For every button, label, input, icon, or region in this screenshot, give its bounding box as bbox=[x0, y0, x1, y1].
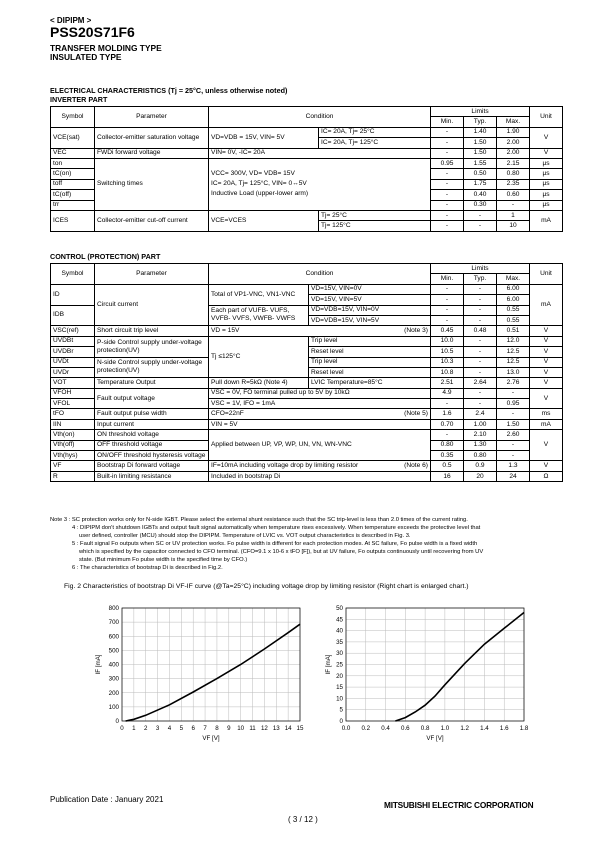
max-cell: 12.5 bbox=[497, 347, 530, 357]
vf-if-chart bbox=[80, 600, 320, 750]
condition-cell: VIN= 0V, -IC= 20A bbox=[209, 148, 431, 158]
min-cell: - bbox=[431, 430, 464, 440]
note-line: 6 : The characteristics of bootstrap Di is described in Fig.2. bbox=[72, 565, 223, 571]
min-cell: - bbox=[431, 295, 464, 305]
table-row bbox=[51, 378, 563, 388]
inverter-part-title: INVERTER PART bbox=[50, 95, 108, 104]
unit-cell: V bbox=[530, 326, 563, 336]
max-cell: 2.35 bbox=[497, 179, 530, 189]
x-tick-label: 10 bbox=[237, 725, 245, 732]
typ-cell: 2.64 bbox=[464, 378, 497, 388]
x-tick-label: 15 bbox=[296, 725, 304, 732]
condition-cell bbox=[209, 326, 431, 336]
typ-cell: 1.55 bbox=[464, 158, 497, 168]
package-type: TRANSFER MOLDING TYPE bbox=[50, 43, 162, 53]
inverter-spec-table bbox=[50, 106, 563, 232]
table-row bbox=[51, 388, 563, 398]
symbol-cell: tFO bbox=[51, 409, 95, 419]
symbol-cell: UVDBt bbox=[51, 336, 95, 346]
max-cell: 1.90 bbox=[497, 127, 530, 137]
min-cell: 16 bbox=[431, 471, 464, 481]
col-symbol: Symbol bbox=[51, 264, 95, 285]
symbol-cell: Vth(on) bbox=[51, 430, 95, 440]
symbol-cell: toff bbox=[51, 179, 95, 189]
parameter-cell: Built-in limiting resistance bbox=[95, 471, 209, 481]
unit-cell: mA bbox=[530, 284, 563, 326]
table-row bbox=[51, 210, 563, 220]
parameter-cell: OFF threshold voltage bbox=[95, 440, 209, 450]
x-tick-label: 1.0 bbox=[440, 725, 450, 732]
typ-cell: 2.4 bbox=[464, 409, 497, 419]
table-row bbox=[51, 471, 563, 481]
parameter-cell: Fault output pulse width bbox=[95, 409, 209, 419]
typ-cell: 1.75 bbox=[464, 179, 497, 189]
condition-cell: Reset level bbox=[309, 367, 431, 377]
condition-cell: IC= 20A, Tj= 25°C bbox=[319, 127, 431, 137]
min-cell: - bbox=[431, 179, 464, 189]
y-tick-label: 0 bbox=[115, 718, 119, 725]
unit-cell: μs bbox=[530, 169, 563, 179]
max-cell: 2.00 bbox=[497, 138, 530, 148]
table-row bbox=[51, 326, 563, 336]
col-typ: Typ. bbox=[464, 117, 497, 127]
symbol-cell: VCE(sat) bbox=[51, 127, 95, 148]
parameter-cell: Bootstrap Di forward voltage bbox=[95, 461, 209, 471]
symbol-cell: VSC(ref) bbox=[51, 326, 95, 336]
min-cell: 0.5 bbox=[431, 461, 464, 471]
min-cell: - bbox=[431, 200, 464, 210]
unit-cell: V bbox=[530, 336, 563, 346]
parameter-cell: Temperature Output bbox=[95, 378, 209, 388]
condition-cell: Applied between UP, VP, WP, UN, VN, WN-VNC bbox=[209, 430, 431, 461]
min-cell: 10.3 bbox=[431, 357, 464, 367]
typ-cell: 1.00 bbox=[464, 419, 497, 429]
parameter-cell: Fault output voltage bbox=[95, 388, 209, 409]
symbol-cell: IDB bbox=[51, 305, 95, 326]
max-cell: 10 bbox=[497, 221, 530, 231]
condition-line: VVFB- VVFS, VWFB- VWFS bbox=[211, 315, 296, 323]
table-row bbox=[51, 419, 563, 429]
y-tick-label: 100 bbox=[108, 703, 119, 711]
notes-block bbox=[50, 516, 562, 572]
max-cell: 1 bbox=[497, 210, 530, 220]
table-row bbox=[51, 148, 563, 158]
parameter-cell: ON threshold voltage bbox=[95, 430, 209, 440]
min-cell: - bbox=[431, 127, 464, 137]
note-line: Note 3 : SC protection works only for N-side IGBT. Please select the external shunt resistance such that the SC trip-level is less than 2.0 times of the current rating. bbox=[50, 517, 468, 523]
table-row bbox=[51, 336, 563, 346]
publication-date: Publication Date : January 2021 bbox=[50, 795, 164, 804]
condition-cell: Tj ≤125°C bbox=[209, 336, 309, 378]
x-tick-label: 1.4 bbox=[480, 725, 489, 732]
typ-cell: - bbox=[464, 399, 497, 409]
x-tick-label: 1.2 bbox=[460, 725, 469, 732]
max-cell: - bbox=[497, 388, 530, 398]
unit-cell: V bbox=[530, 148, 563, 158]
symbol-cell: VOT bbox=[51, 378, 95, 388]
condition-cell: Tj= 25°C bbox=[319, 210, 431, 220]
unit-cell: ms bbox=[530, 409, 563, 419]
condition-cell: VIN = 5V bbox=[209, 419, 431, 429]
control-spec-table bbox=[50, 263, 563, 482]
condition-cell: VSC = 0V, FO terminal pulled up to 5V by 10kΩ bbox=[209, 388, 431, 398]
unit-cell: V bbox=[530, 347, 563, 357]
max-cell: - bbox=[497, 440, 530, 450]
col-unit: Unit bbox=[530, 264, 563, 285]
unit-cell: V bbox=[530, 378, 563, 388]
condition-cell: VD=15V, VIN=0V bbox=[309, 284, 431, 294]
unit-cell: V bbox=[530, 461, 563, 471]
typ-cell: - bbox=[464, 221, 497, 231]
typ-cell: 0.40 bbox=[464, 190, 497, 200]
switching-condition-line: Inductive Load (upper-lower arm) bbox=[211, 190, 309, 198]
y-tick-label: 50 bbox=[336, 605, 343, 612]
min-cell: - bbox=[431, 148, 464, 158]
switching-condition-line: VCC= 300V, VD= VDB= 15V bbox=[211, 170, 295, 178]
min-cell: - bbox=[431, 210, 464, 220]
max-cell: 1.50 bbox=[497, 419, 530, 429]
y-tick-label: 10 bbox=[336, 695, 343, 703]
min-cell: 0.80 bbox=[431, 440, 464, 450]
min-cell: - bbox=[431, 305, 464, 315]
note-line: state. (But minimum Fo pulse width is the specified time by CFO.) bbox=[79, 557, 248, 563]
max-cell: - bbox=[497, 200, 530, 210]
condition-cell bbox=[209, 158, 431, 210]
col-limits: Limits bbox=[431, 107, 530, 117]
y-tick-label: 30 bbox=[336, 650, 343, 658]
condition-text: IF=10mA including voltage drop by limiting resistor bbox=[211, 462, 359, 470]
series-label: < DIPIPM > bbox=[50, 16, 92, 25]
x-tick-label: 5 bbox=[179, 725, 184, 732]
col-condition: Condition bbox=[209, 107, 431, 128]
parameter-cell: P-side Control supply under-voltage protection(UV) bbox=[95, 336, 209, 357]
typ-cell: - bbox=[464, 210, 497, 220]
condition-cell: VSC = 1V, IFO = 1mA bbox=[209, 399, 431, 409]
condition-cell bbox=[209, 409, 431, 419]
unit-cell: V bbox=[530, 388, 563, 409]
note-ref: (Note 4) bbox=[263, 378, 288, 386]
min-cell: 1.6 bbox=[431, 409, 464, 419]
col-symbol: Symbol bbox=[51, 107, 95, 128]
parameter-cell: Switching times bbox=[95, 158, 209, 210]
symbol-cell: VFOL bbox=[51, 399, 95, 409]
col-min: Min. bbox=[431, 117, 464, 127]
typ-cell: 0.9 bbox=[464, 461, 497, 471]
max-cell: 0.55 bbox=[497, 305, 530, 315]
max-cell: 12.0 bbox=[497, 336, 530, 346]
y-tick-label: 25 bbox=[336, 661, 343, 669]
typ-cell: - bbox=[464, 388, 497, 398]
table-row bbox=[51, 284, 563, 294]
max-cell: 12.5 bbox=[497, 357, 530, 367]
condition-line: Each part of VUFB- VUFS, bbox=[211, 307, 290, 315]
symbol-cell: trr bbox=[51, 200, 95, 210]
x-tick-label: 0.2 bbox=[361, 725, 371, 732]
parameter-cell: FWDi forward voltage bbox=[95, 148, 209, 158]
y-tick-label: 300 bbox=[108, 675, 119, 683]
parameter-cell: Collector-emitter cut-off current bbox=[95, 210, 209, 231]
x-tick-label: 13 bbox=[272, 725, 280, 732]
col-condition: Condition bbox=[209, 264, 431, 285]
typ-cell: 0.80 bbox=[464, 451, 497, 461]
x-tick-label: 0 bbox=[120, 725, 124, 732]
page-number: ( 3 / 12 ) bbox=[288, 815, 318, 824]
typ-cell: 0.30 bbox=[464, 200, 497, 210]
note-ref: (Note 3) bbox=[404, 327, 428, 335]
x-tick-label: 3 bbox=[155, 725, 160, 732]
min-cell: - bbox=[431, 315, 464, 325]
min-cell: 10.8 bbox=[431, 367, 464, 377]
condition-cell: VD=15V, VIN=5V bbox=[309, 295, 431, 305]
max-cell: 2.15 bbox=[497, 158, 530, 168]
table-row bbox=[51, 430, 563, 440]
typ-cell: 2.10 bbox=[464, 430, 497, 440]
condition-cell: VD=VDB=15V, VIN=5V bbox=[309, 315, 431, 325]
typ-cell: - bbox=[464, 367, 497, 377]
x-tick-label: 1.6 bbox=[499, 725, 509, 732]
condition-cell: Trip level bbox=[309, 357, 431, 367]
x-tick-label: 14 bbox=[284, 725, 292, 732]
condition-cell bbox=[209, 305, 309, 326]
parameter-cell: Collector-emitter saturation voltage bbox=[95, 127, 209, 148]
x-axis-label: VF [V] bbox=[426, 735, 444, 742]
table-row bbox=[51, 409, 563, 419]
typ-cell: - bbox=[464, 315, 497, 325]
col-limits: Limits bbox=[431, 264, 530, 274]
elec-char-title: ELECTRICAL CHARACTERISTICS (Tj = 25°C, unless otherwise noted) bbox=[50, 86, 288, 95]
y-axis-label: IF [mA] bbox=[95, 654, 102, 675]
y-tick-label: 15 bbox=[336, 684, 343, 692]
brand-name: MITSUBISHI ELECTRIC CORPORATION bbox=[384, 800, 534, 810]
note-line: 5 : Fault signal Fo outputs when SC or UV protection works. Fo pulse width is different for each protection modes. At SC failure, Fo pulse width is a fixed width bbox=[72, 541, 478, 547]
condition-cell: VD=VDB = 15V, VIN= 5V bbox=[209, 127, 319, 148]
max-cell: 0.80 bbox=[497, 169, 530, 179]
x-axis-label: VF [V] bbox=[202, 735, 220, 742]
x-tick-label: 6 bbox=[191, 725, 195, 732]
min-cell: 2.51 bbox=[431, 378, 464, 388]
unit-cell: V bbox=[530, 367, 563, 377]
note-ref: (Note 6) bbox=[404, 462, 428, 470]
min-cell: 10.5 bbox=[431, 347, 464, 357]
table-row bbox=[51, 127, 563, 137]
min-cell: - bbox=[431, 190, 464, 200]
typ-cell: 20 bbox=[464, 471, 497, 481]
col-max: Max. bbox=[497, 117, 530, 127]
max-cell: 2.60 bbox=[497, 430, 530, 440]
insulation-type: INSULATED TYPE bbox=[50, 52, 122, 62]
typ-cell: - bbox=[464, 347, 497, 357]
col-typ: Typ. bbox=[464, 274, 497, 284]
condition-cell: Total of VP1-VNC, VN1-VNC bbox=[209, 284, 309, 305]
condition-cell: Reset level bbox=[309, 347, 431, 357]
col-max: Max. bbox=[497, 274, 530, 284]
col-unit: Unit bbox=[530, 107, 563, 128]
parameter-cell: N-side Control supply under-voltage protection(UV) bbox=[95, 357, 209, 378]
symbol-cell: VF bbox=[51, 461, 95, 471]
x-tick-label: 7 bbox=[203, 725, 207, 732]
condition-text: CFO=22nF bbox=[211, 410, 244, 418]
x-tick-label: 9 bbox=[227, 725, 231, 732]
condition-cell: VD=VDB=15V, VIN=0V bbox=[309, 305, 431, 315]
table-row bbox=[51, 461, 563, 471]
max-cell: 13.0 bbox=[497, 367, 530, 377]
unit-cell: V bbox=[530, 127, 563, 148]
unit-cell: mA bbox=[530, 419, 563, 429]
y-tick-label: 200 bbox=[108, 689, 119, 697]
y-tick-label: 800 bbox=[108, 605, 119, 612]
note-line: which is specified by the capacitor connected to CFO terminal. (CFO=9.1 x 10-6 x tFO [F]), but at UV failure, Fo outputs continuously until recovering from UV bbox=[79, 549, 484, 555]
typ-cell: 0.50 bbox=[464, 169, 497, 179]
symbol-cell: Vth(hys) bbox=[51, 451, 95, 461]
x-tick-label: 8 bbox=[215, 725, 219, 732]
figure-caption: Fig. 2 Characteristics of bootstrap Di VF-IF curve (@Ta=25°C) including voltage drop by limiting resistor (Right chart is enlarged chart.) bbox=[64, 583, 469, 590]
parameter-cell: Input current bbox=[95, 419, 209, 429]
parameter-cell: Circuit current bbox=[95, 284, 209, 326]
condition-cell bbox=[209, 461, 431, 471]
typ-cell: - bbox=[464, 336, 497, 346]
condition-cell bbox=[209, 378, 309, 388]
min-cell: - bbox=[431, 221, 464, 231]
table-row bbox=[51, 158, 563, 168]
note-line: user defined, controller (MCU) should stop the DIPIPM. Temperature of LVIC vs. VOT output characteristics is described in Fig. 3. bbox=[79, 533, 411, 539]
vf-if-chart-enlarged bbox=[320, 600, 540, 750]
condition-cell: IC= 20A, Tj= 125°C bbox=[319, 138, 431, 148]
unit-cell: μs bbox=[530, 190, 563, 200]
min-cell: 0.45 bbox=[431, 326, 464, 336]
symbol-cell: UVDBr bbox=[51, 347, 95, 357]
max-cell: 6.00 bbox=[497, 284, 530, 294]
col-parameter: Parameter bbox=[95, 264, 209, 285]
symbol-cell: VEC bbox=[51, 148, 95, 158]
unit-cell: μs bbox=[530, 158, 563, 168]
min-cell: 0.70 bbox=[431, 419, 464, 429]
y-tick-label: 5 bbox=[339, 706, 343, 714]
typ-cell: - bbox=[464, 357, 497, 367]
unit-cell: Ω bbox=[530, 471, 563, 481]
symbol-cell: tC(on) bbox=[51, 169, 95, 179]
min-cell: - bbox=[431, 284, 464, 294]
y-tick-label: 40 bbox=[336, 627, 343, 635]
unit-cell: V bbox=[530, 430, 563, 461]
max-cell: - bbox=[497, 409, 530, 419]
col-min: Min. bbox=[431, 274, 464, 284]
note-line: 4 : DIPIPM don't shutdown IGBTs and output fault signal automatically when temperature rises excessively. When temperature exceeds the protective level that bbox=[72, 525, 481, 531]
parameter-cell: ON/OFF threshold hysteresis voltage bbox=[95, 451, 209, 461]
x-tick-label: 1 bbox=[132, 725, 136, 732]
max-cell: 0.60 bbox=[497, 190, 530, 200]
typ-cell: 1.40 bbox=[464, 127, 497, 137]
condition-cell: Included in bootstrap Di bbox=[209, 471, 431, 481]
y-axis-label: IF [mA] bbox=[325, 654, 332, 675]
min-cell: - bbox=[431, 138, 464, 148]
note-ref: (Note 5) bbox=[404, 410, 428, 418]
condition-cell: Tj= 125°C bbox=[319, 221, 431, 231]
symbol-cell: IIN bbox=[51, 419, 95, 429]
typ-cell: - bbox=[464, 295, 497, 305]
y-tick-label: 0 bbox=[339, 718, 343, 725]
max-cell: 2.76 bbox=[497, 378, 530, 388]
y-tick-label: 600 bbox=[108, 633, 119, 641]
y-tick-label: 20 bbox=[336, 672, 343, 680]
x-tick-label: 2 bbox=[144, 725, 148, 732]
typ-cell: 0.48 bbox=[464, 326, 497, 336]
x-tick-label: 0.4 bbox=[381, 725, 390, 732]
symbol-cell: R bbox=[51, 471, 95, 481]
min-cell: 0.95 bbox=[431, 158, 464, 168]
min-cell: 10.0 bbox=[431, 336, 464, 346]
typ-cell: 1.50 bbox=[464, 148, 497, 158]
model-number: PSS20S71F6 bbox=[50, 24, 135, 40]
control-part-title: CONTROL (PROTECTION) PART bbox=[50, 252, 161, 261]
max-cell: 2.00 bbox=[497, 148, 530, 158]
switching-condition-line: IC= 20A, Tj= 125°C, VIN= 0↔5V bbox=[211, 180, 307, 188]
unit-cell: mA bbox=[530, 210, 563, 231]
x-tick-label: 4 bbox=[167, 725, 172, 732]
parameter-cell: Short circuit trip level bbox=[95, 326, 209, 336]
x-tick-label: 12 bbox=[260, 725, 268, 732]
series-line bbox=[395, 613, 524, 722]
symbol-cell: UVDt bbox=[51, 357, 95, 367]
min-cell: 0.35 bbox=[431, 451, 464, 461]
typ-cell: - bbox=[464, 284, 497, 294]
min-cell: - bbox=[431, 399, 464, 409]
max-cell: 0.55 bbox=[497, 315, 530, 325]
condition-text: VD = 15V bbox=[211, 327, 240, 335]
typ-cell: 1.50 bbox=[464, 138, 497, 148]
x-tick-label: 1.8 bbox=[519, 725, 529, 732]
max-cell: 0.95 bbox=[497, 399, 530, 409]
symbol-cell: Vth(off) bbox=[51, 440, 95, 450]
symbol-cell: VFOH bbox=[51, 388, 95, 398]
min-cell: - bbox=[431, 169, 464, 179]
condition-cell: VCE=VCES bbox=[209, 210, 319, 231]
unit-cell: μs bbox=[530, 179, 563, 189]
unit-cell: μs bbox=[530, 200, 563, 210]
condition-cell: Trip level bbox=[309, 336, 431, 346]
symbol-cell: ID bbox=[51, 284, 95, 305]
y-tick-label: 700 bbox=[108, 619, 119, 627]
symbol-cell: UVDr bbox=[51, 367, 95, 377]
y-tick-label: 400 bbox=[108, 661, 119, 669]
series-line bbox=[126, 624, 300, 721]
max-cell: - bbox=[497, 451, 530, 461]
min-cell: 4.9 bbox=[431, 388, 464, 398]
symbol-cell: ton bbox=[51, 158, 95, 168]
max-cell: 6.00 bbox=[497, 295, 530, 305]
x-tick-label: 0.0 bbox=[341, 725, 351, 732]
x-tick-label: 0.8 bbox=[420, 725, 430, 732]
symbol-cell: ICES bbox=[51, 210, 95, 231]
max-cell: 1.3 bbox=[497, 461, 530, 471]
y-tick-label: 35 bbox=[336, 638, 343, 646]
max-cell: 24 bbox=[497, 471, 530, 481]
symbol-cell: tC(off) bbox=[51, 190, 95, 200]
x-tick-label: 11 bbox=[249, 725, 256, 732]
condition-cell: LVIC Temperature=85°C bbox=[309, 378, 431, 388]
typ-cell: 1.30 bbox=[464, 440, 497, 450]
condition-text: Pull down R=5kΩ bbox=[211, 378, 262, 386]
y-tick-label: 45 bbox=[336, 616, 343, 624]
col-parameter: Parameter bbox=[95, 107, 209, 128]
x-tick-label: 0.6 bbox=[401, 725, 410, 732]
y-tick-label: 500 bbox=[108, 647, 119, 655]
unit-cell: V bbox=[530, 357, 563, 367]
typ-cell: - bbox=[464, 305, 497, 315]
max-cell: 0.51 bbox=[497, 326, 530, 336]
